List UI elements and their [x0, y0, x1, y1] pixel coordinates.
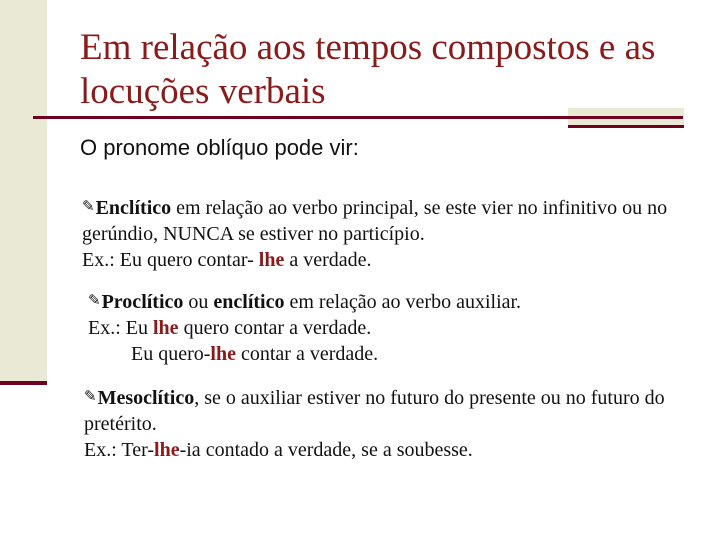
pen-icon: ✎: [84, 389, 97, 405]
connector-text: ou: [183, 291, 214, 313]
example-suffix: a verdade.: [284, 249, 372, 271]
bullet-mesoclitico: [84, 384, 704, 463]
side-decor-bar: [0, 0, 47, 382]
pen-icon: ✎: [88, 293, 101, 309]
example-suffix: quero contar a verdade.: [178, 317, 372, 339]
term-label: Proclítico: [101, 291, 184, 313]
example2-pronoun: lhe: [210, 343, 236, 365]
intro-text: O pronome oblíquo pode vir:: [80, 135, 359, 160]
bullet-enclitico: [82, 194, 682, 273]
slide-title: Em relação aos tempos compostos e as locuções verbais: [80, 27, 656, 112]
example-pronoun: lhe: [153, 317, 179, 339]
example-suffix: -ia contado a verdade, se a soubesse.: [179, 439, 473, 461]
bullet-text: em relação ao verbo auxiliar.: [284, 291, 522, 313]
term-label-2: enclítico: [213, 291, 285, 313]
example-prefix: Ex.: Eu quero contar-: [82, 249, 259, 271]
bullet-text: , se o auxiliar estiver no futuro do presente ou no futuro do pretérito.: [84, 387, 665, 435]
term-label: Mesoclítico: [97, 387, 195, 409]
example2-suffix: contar a verdade.: [235, 343, 379, 365]
example-pronoun: lhe: [154, 439, 180, 461]
bullet-proclitico: [88, 288, 688, 367]
title-rule: [33, 116, 683, 119]
example2-prefix: Eu quero-: [131, 343, 211, 365]
term-label: Enclítico: [95, 197, 172, 219]
example-pronoun: lhe: [258, 249, 285, 271]
bullet-text: em relação ao verbo principal, se este vier no infinitivo ou no gerúndio, NUNCA se estiver no particípio.: [82, 197, 668, 245]
side-decor-line: [0, 381, 47, 385]
pen-icon: ✎: [82, 199, 95, 215]
example-prefix: Ex.: Ter-: [84, 439, 155, 461]
example-prefix: Ex.: Eu: [88, 317, 153, 339]
